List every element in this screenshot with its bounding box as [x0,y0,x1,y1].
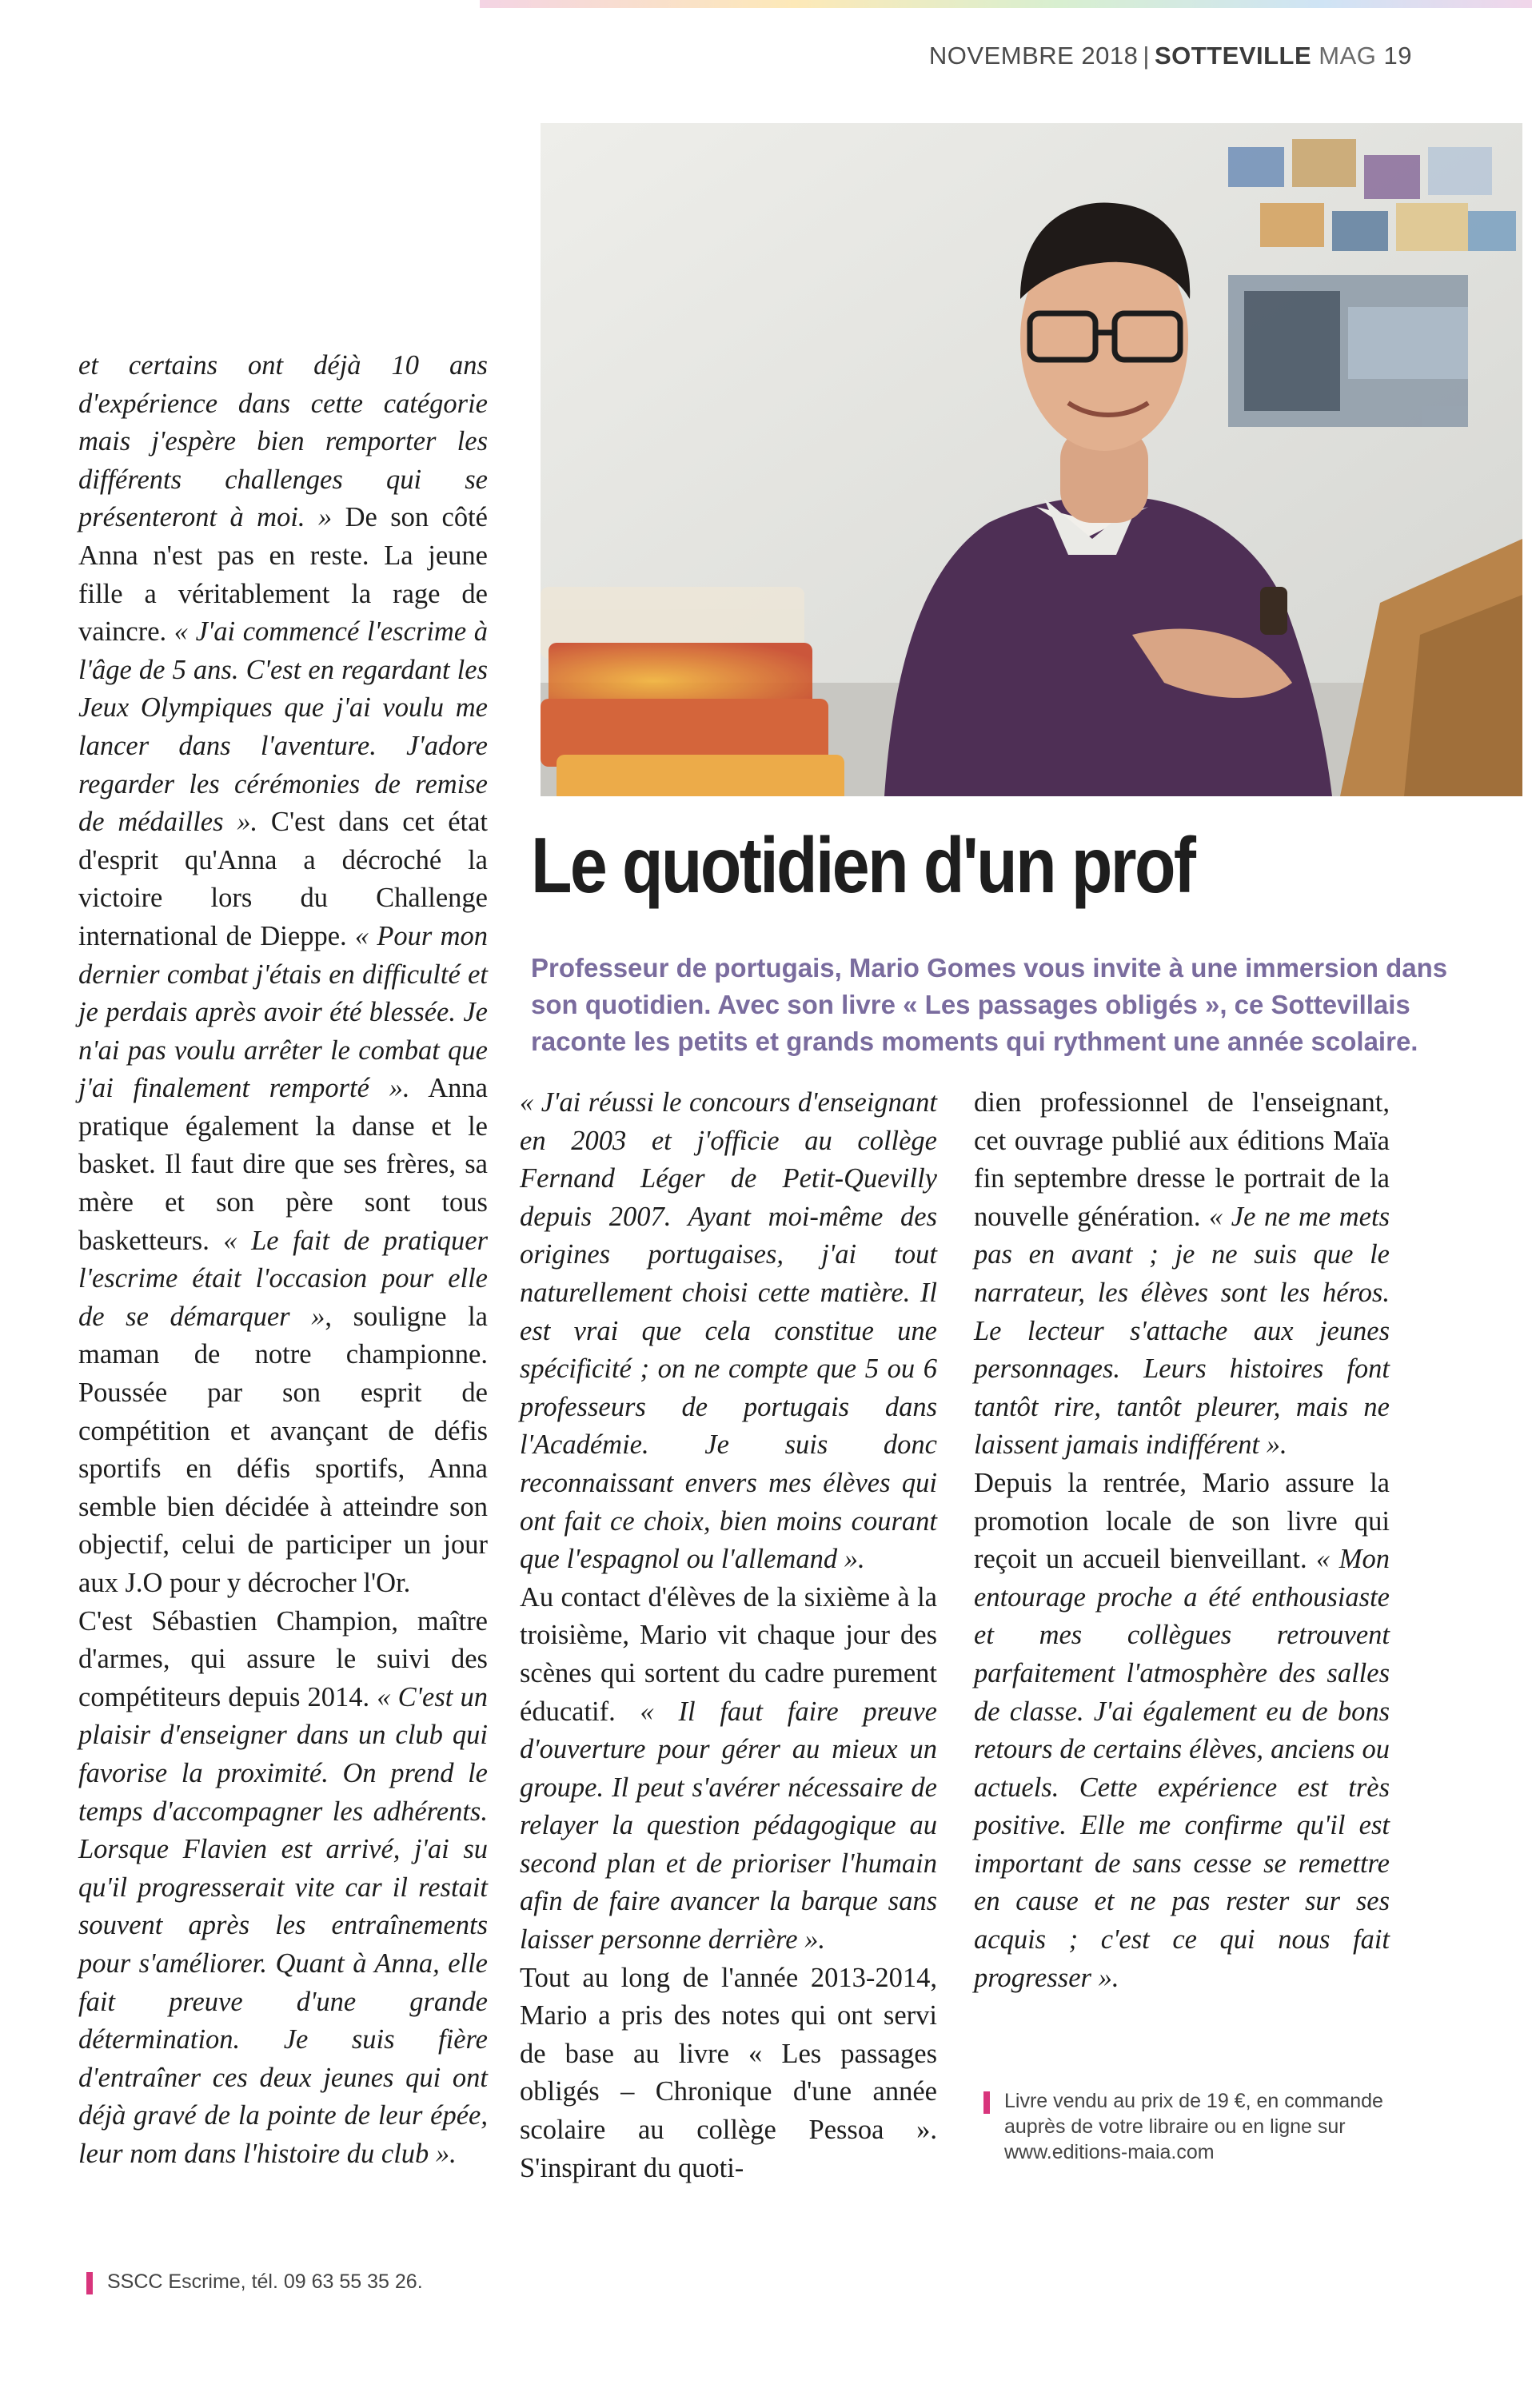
standfirst [531,950,1448,1060]
header-separator: | [1143,42,1150,70]
club-contact-box [86,2269,443,2294]
quote-text: « Il faut faire preuve d'ouverture pour gérer au mieux un groupe. Il peut s'avérer nécessaire de relayer la question pédagogique au second plan et de prioriser l'humain afin de faire avancer la barque sans laisser personne derrière ». [520,1696,937,1956]
page-number: 19 [1383,42,1412,70]
body-text: Tout au long de l'année 2013-2014, Mario a pris des notes qui ont servi de base au livre « Les passages obligés – Chronique d'une année scolaire au collège Pessoa ». S'inspirant du quoti- [520,1962,937,2183]
right-paragraph-2 [974,1465,1390,1997]
standfirst-line: raconte les petits et grands moments qui rythment une année scolaire. [531,1027,1418,1056]
issue-date: NOVEMBRE 2018 [928,42,1139,70]
quote-text: « Le fait de pratiquer l'escrime était l'occasion pour elle de se démarquer » [78,1225,488,1332]
book-info-box [983,2088,1420,2165]
magazine-brand: SOTTEVILLE [1154,42,1312,70]
body-text: C'est Sébastien Champion, maître d'armes, qui assure le suivi des compétiteurs depuis 2014. [78,1605,488,1712]
page-edge-strip [480,0,1532,8]
quote-text: et certains ont déjà 10 ans d'expérience dans cette catégorie mais j'espère bien remporter les différents challenges qui se présenteront à moi. » [78,350,488,533]
book-info-link[interactable]: www.editions-maia.com [1004,2141,1215,2163]
book-info-line: auprès de votre libraire ou en ligne sur [1004,2115,1346,2138]
accent-bar [983,2091,990,2114]
middle-paragraph-3 [520,1959,937,2188]
left-column [78,347,488,2174]
right-column [974,1084,1390,1997]
middle-paragraph-2 [520,1579,937,1959]
quote-text: « Mon entourage proche a été enthousiaste et mes collègues retrouvent parfaitement l'atmosphère des salles de classe. J'ai également eu de bons retours de certains élèves, anciens ou actuels. Cette expérience est très positive. Elle me confirme qu'il est important de sans cesse se remettre en cause et ne pas rester sur ses acquis ; c'est ce qui nous fait progresser ». [974,1544,1390,1993]
body-text: Depuis la rentrée, Mario assure la promotion locale de son livre qui reçoit un accueil bienveillant. [974,1467,1390,1575]
quote-text: « C'est un plaisir d'enseigner dans un club qui favorise la proximité. On prend le temps d'accompagner les adhérents. Lorsque Flavien est arrivé, j'ai su qu'il progresserait vite car il restait souvent après les entraînements pour s'améliorer. Quant à Anna, elle fait preuve d'une grande détermination. Je suis fière d'entraîner ces deux jeunes qui ont déjà gravé de la pointe de leur épée, leur nom dans l'histoire du club ». [78,1681,488,2169]
middle-paragraph-1 [520,1084,937,1579]
quote-text: « J'ai commencé l'escrime à l'âge de 5 ans. C'est en regardant les Jeux Olympiques que j'ai voulu me lancer dans l'aventure. J'adore regarder les cérémonies de remise de médailles ». [78,616,488,838]
accent-bar [86,2272,93,2294]
article-title: Le quotidien d'un prof [531,821,1195,909]
left-paragraph-2 [78,1603,488,2174]
club-contact-text: SSCC Escrime, tél. 09 63 55 35 26. [107,2270,423,2293]
quote-text: « Je ne me mets pas en avant ; je ne suis que le narrateur, les élèves sont les héros. Le lecteur s'attache aux jeunes personnages. Leurs histoires font tantôt rire, tantôt pleurer, mais ne laissent jamais indifférent ». [974,1201,1390,1461]
quote-text: « Pour mon dernier combat j'étais en difficulté et je perdais après avoir été blessée. Je n'ai pas voulu arrêter le combat que j'ai finalement remporté ». [78,920,489,1104]
body-text: C'est dans cet état d'esprit qu'Anna a décroché la victoire lors du Challenge international de Dieppe. [78,807,488,951]
portrait-photo [541,123,1522,796]
middle-column [520,1084,937,2187]
right-paragraph-1 [974,1084,1390,1465]
body-text: De son côté Anna n'est pas en reste. La jeune fille a véritablement la rage de vaincre. [78,502,488,648]
page-header [929,42,1412,70]
body-text: Anna pratique également la danse et le basket. Il faut dire que ses frères, sa mère et son père sont tous basketteurs. [78,1073,488,1256]
body-text: , souligne la maman de notre championne. Poussée par son esprit de compétition et avançant de défis sportifs en défis sportifs, Anna semble bien décidée à atteindre son objectif, celui de participer un jour aux J.O pour y décrocher l'Or. [78,1301,488,1598]
left-paragraph-1 [78,347,488,1603]
standfirst-line: son quotidien. Avec son livre « Les passages obligés », ce Sottevillais [531,990,1410,1019]
quote-text: « J'ai réussi le concours d'enseignant en 2003 et j'officie au collège Fernand Léger de Petit-Quevilly depuis 2007. Ayant moi-même des origines portugaises, j'ai tout naturellement choisi cette matière. Il est vrai que cela constitue une spécificité ; on ne compte que 5 ou 6 professeurs de portugais dans l'Académie. Je suis donc reconnaissant envers mes élèves qui ont fait ce choix, bien moins courant que l'espagnol ou l'allemand ». [520,1087,937,1575]
book-info-line: Livre vendu au prix de 19 €, en commande [1004,2090,1383,2112]
body-text: Au contact d'élèves de la sixième à la troisième, Mario vit chaque jour des scènes qui sortent du cadre purement éducatif. [520,1581,937,1727]
magazine-mag: MAG [1319,42,1377,70]
standfirst-line: Professeur de portugais, Mario Gomes vous invite à une immersion dans [531,953,1448,983]
portrait-illustration [541,123,1522,796]
body-text: dien professionnel de l'enseignant, cet ouvrage publié aux éditions Maïa fin septembre dresse le portrait de la nouvelle génération. [974,1087,1390,1232]
